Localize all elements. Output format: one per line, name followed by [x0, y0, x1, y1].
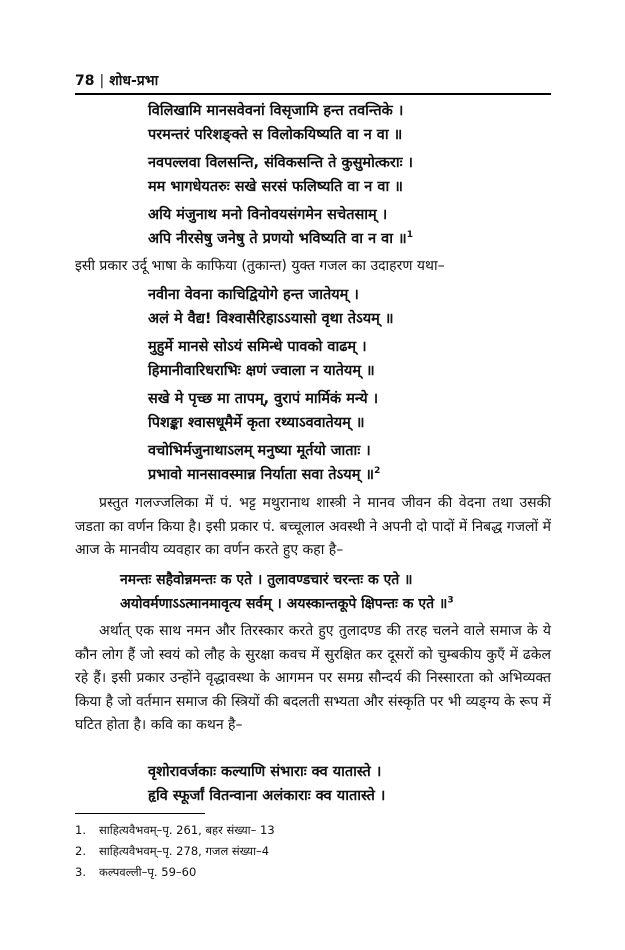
- verse-line: नवीना वेवना काचिद्वियोगे हन्त जातेयम् ।: [148, 287, 359, 303]
- verse-line: पिशङ्का श्वासधूमैर्मे कृता रथ्याऽववातेयम् ॥: [148, 415, 365, 431]
- verse-line: हृवि स्फूर्जां वितन्वाना अलंकाराः क्व यातास्ते ।: [148, 788, 386, 804]
- footnote-marker: 1: [406, 230, 413, 241]
- verse-text: प्रभावो मानसावस्मान्न निर्याता सवा तेऽयम् ॥: [148, 467, 375, 483]
- intro-line: इसी प्रकार उर्दू भाषा के काफिया (तुकान्त) युक्त गजल का उदाहरण यथा–: [75, 258, 445, 274]
- verse-line: मम भागधेयतरुः सखे सरसं फलिष्यति वा न वा ॥: [148, 179, 403, 195]
- verse-line: विलिखामि मानसवेवनां विसृजामि हन्त तवन्तिके ।: [148, 103, 404, 119]
- footnote-number: 1.: [75, 823, 86, 837]
- verse-line: वचोभिर्मजुनाथाऽलम् मनुष्या मूर्तयो जाताः ।: [148, 443, 371, 459]
- footnote-marker: 2: [374, 466, 381, 477]
- footnote-marker: 3: [447, 595, 454, 606]
- verse-line-footnoted: [120, 594, 454, 614]
- verse-line: अयि मंजुनाथ मनो विनोवयसंगमेन सचेतसाम् ।: [148, 207, 388, 223]
- running-title: शोध-प्रभा: [109, 73, 159, 89]
- footnote: [75, 864, 196, 880]
- paragraph: अर्थात् एक साथ नमन और तिरस्कार करते हुए तुलादण्ड की तरह चलने वाले समाज के ये कौन लोग हैं जो स्वयं को लौह के सुरक्षा कवच में सुरक्षित कर दूसरों को चुम्बकीय कुएँ में ढकेल रहे हैं। इसी प्रकार उन्होंने वृद्धावस्था के आगमन पर समग्र सौन्दर्य की निस्सारता को अभिव्यक्त किया है जो वर्तमान समाज की स्त्रियों की बदलती सभ्यता और संस्कृति पर भी व्यङ्ग्य के रूप में घटित होता है। कवि का कथन है–: [75, 623, 551, 734]
- footnote-text: साहित्यवैभवम्–पृ. 278, गजल संख्या–4: [99, 844, 270, 858]
- footnote: [75, 843, 269, 859]
- footnote-number: 3.: [75, 865, 86, 879]
- footnote-text: साहित्यवैभवम्–पृ. 261, बहर संख्या– 13: [99, 823, 275, 837]
- verse-line: मुहुर्मे मानसे सोऽयं समिन्धे पावको वाढम् ।: [148, 339, 367, 355]
- verse-line: नवपल्लवा विलसन्ति, संविकसन्ति ते कुसुमोत्कराः ।: [148, 155, 414, 171]
- header-separator: |: [99, 73, 105, 89]
- running-header: [75, 72, 551, 90]
- header-rule: [75, 93, 551, 95]
- verse-line: परमन्तरं परिशङ्क्ते स विलोकयिष्यति वा न वा ॥: [148, 127, 403, 143]
- verse-line-footnoted: [148, 229, 413, 249]
- verse-line: नमन्तः सहैवोन्नमन्तः क एते । तुलावण्डचारं चरन्तः क एते ॥: [120, 572, 413, 588]
- verse-line-footnoted: [148, 465, 380, 485]
- verse-line: अलं मे वैद्य! विश्वासैरिहाऽऽयासो वृथा तेऽयम् ॥: [148, 311, 394, 327]
- paragraph: प्रस्तुत गलज्जलिका में पं. भट्ट मथुरानाथ शास्त्री ने मानव जीवन की वेदना तथा उसकी जडता का वर्णन किया है। इसी प्रकार पं. बच्चूलाल अवस्थी ने अपनी दो पादों में निबद्ध गजलों में आज के मानवीय व्यवहार का वर्णन करते हुए कहा है–: [75, 495, 551, 559]
- footnote-number: 2.: [75, 844, 86, 858]
- footnote-text: कल्पवल्ली–पृ. 59–60: [99, 865, 197, 879]
- footnote: [75, 822, 275, 838]
- verse-line: वृशोरावर्जकाः कल्याणि संभाराः क्व यातास्ते ।: [148, 764, 382, 780]
- page-number: 78: [75, 73, 95, 89]
- footnote-rule: [75, 813, 205, 814]
- verse-text: अयोवर्मणाऽऽत्मानमावृत्य सर्वम् । अयस्कान्तकूपे क्षिपन्तः क एते ॥: [120, 596, 448, 612]
- verse-line: सखे मे पृच्छ मा तापम्, वुरापं मार्मिकं मन्ये ।: [148, 391, 379, 407]
- verse-text: अपि नीरसेषु जनेषु ते प्रणयो भविष्यति वा न वा ॥: [148, 231, 407, 247]
- verse-line: हिमानीवारिधराभिः क्षणं ज्वाला न यातेयम् ॥: [148, 363, 375, 379]
